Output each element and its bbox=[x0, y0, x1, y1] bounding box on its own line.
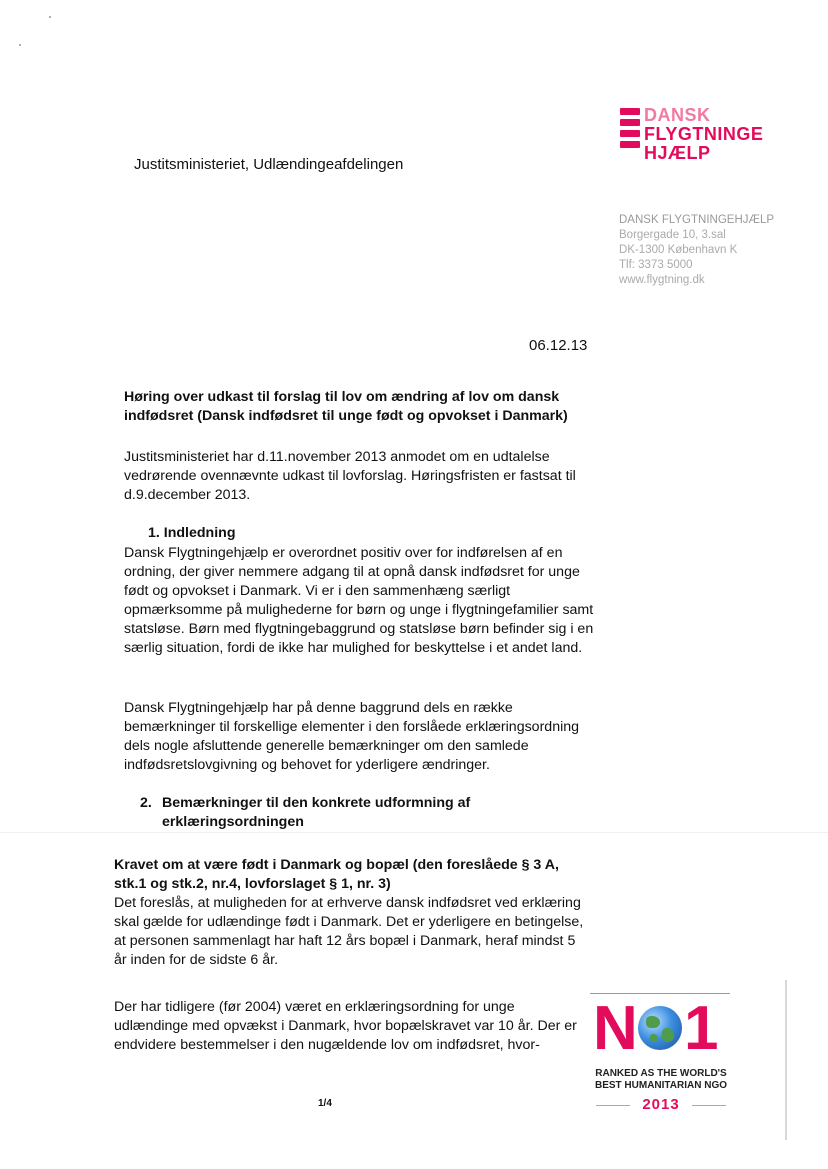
badge-line-1: RANKED AS THE WORLD'S bbox=[595, 1068, 727, 1079]
section-2-heading bbox=[140, 794, 580, 832]
section-2-number: 2. bbox=[140, 795, 152, 811]
section-1-paragraph-2: Dansk Flygtningehjælp har på denne baggrund dels en række bemærkninger til forskellige elementer i den forslåede erklæringsordning dels nogle afsluttende generelle bemærkninger om den samlede indfødsretslovgivning og behovet for yderligere ændringer. bbox=[124, 700, 580, 773]
scan-speck bbox=[19, 44, 21, 46]
page-number: 1/4 bbox=[318, 1098, 332, 1109]
logo-line-2: FLYGTNINGE bbox=[644, 124, 764, 144]
section-2-subheading: Kravet om at være født i Danmark og bopæl (den foreslåede § 3 A, stk.1 og stk.2, nr.4, lovforslaget § 1, nr. 3) bbox=[114, 857, 559, 892]
intro-paragraph: Justitsministeriet har d.11.november 2013 anmodet om en udtalelse vedrørende ovennævnte udkast til lovforslag. Høringsfristen er fastsat til d.9.december 2013. bbox=[124, 449, 576, 503]
badge-n-letter: N bbox=[593, 994, 638, 1063]
address-web: www.flygtning.dk bbox=[619, 274, 705, 286]
letter-date: 06.12.13 bbox=[529, 337, 588, 354]
badge-ranking-text bbox=[592, 1068, 730, 1092]
section-2-paragraph-1: Det foreslås, at muligheden for at erhverve dansk indfødsret ved erklæring skal gælde for udlændinge født i Danmark. Det er yderligere en betingelse, at personen sammenlagt har haft 12 års bopæl i Danmark, heraf mindst 5 år inden for de sidste 6 år. bbox=[114, 895, 584, 968]
globe-icon bbox=[638, 1006, 682, 1050]
scan-speck bbox=[49, 16, 51, 18]
scan-edge-line bbox=[785, 980, 787, 1140]
dfh-logo bbox=[620, 106, 770, 166]
badge-year-row bbox=[592, 1096, 730, 1114]
badge-year-rule-right bbox=[692, 1105, 726, 1106]
document-title: Høring over udkast til forslag til lov om ændring af lov om dansk indfødsret (Dansk indfødsret til unge født og opvokset i Danmark) bbox=[124, 389, 568, 424]
badge-one-digit: 1 bbox=[684, 994, 719, 1063]
section-2-paragraph-2: Der har tidligere (før 2004) været en erklæringsordning for unge udlændinge med opvækst i Danmark, hvor bopælskravet var 10 år. Der er endvidere bestemmelser i den nugældende lov om indfødsret, hvor- bbox=[114, 999, 577, 1053]
logo-wordmark bbox=[644, 106, 763, 163]
sender-address bbox=[619, 213, 774, 288]
address-city: DK-1300 København K bbox=[619, 244, 738, 256]
ngo-ranking-badge bbox=[588, 988, 732, 1116]
recipient: Justitsministeriet, Udlændingeafdelingen bbox=[134, 156, 404, 173]
section-2-heading-text: Bemærkninger til den konkrete udformning af erklæringsordningen bbox=[162, 795, 471, 830]
section-1-paragraph-1: Dansk Flygtningehjælp er overordnet positiv over for indførelsen af en ordning, der giver nemmere adgang til at opnå dansk indfødsret for unge født og opvokset i Danmark. Vi er i den sammenhæng særligt opmærksomme på mulighederne for børn og unge i flygtningefamilier samt statsløse. Børn med flygtningebaggrund og statsløse børn befinder sig i en særlig situation, fordi de ikke har mulighed for beskyttelse i et andet land. bbox=[124, 545, 594, 656]
logo-line-1: DANSK bbox=[644, 105, 711, 125]
logo-mark-icon bbox=[620, 108, 640, 160]
badge-line-2: BEST HUMANITARIAN NGO bbox=[594, 1080, 728, 1091]
logo-line-3: HJÆLP bbox=[644, 143, 711, 163]
badge-year: 2013 bbox=[642, 1096, 680, 1113]
scan-divider bbox=[0, 832, 828, 833]
address-street: Borgergade 10, 3.sal bbox=[619, 229, 726, 241]
address-phone: Tlf: 3373 5000 bbox=[619, 259, 693, 271]
section-1-heading: 1. Indledning bbox=[148, 525, 236, 541]
address-org: DANSK FLYGTNINGEHJÆLP bbox=[619, 214, 775, 226]
